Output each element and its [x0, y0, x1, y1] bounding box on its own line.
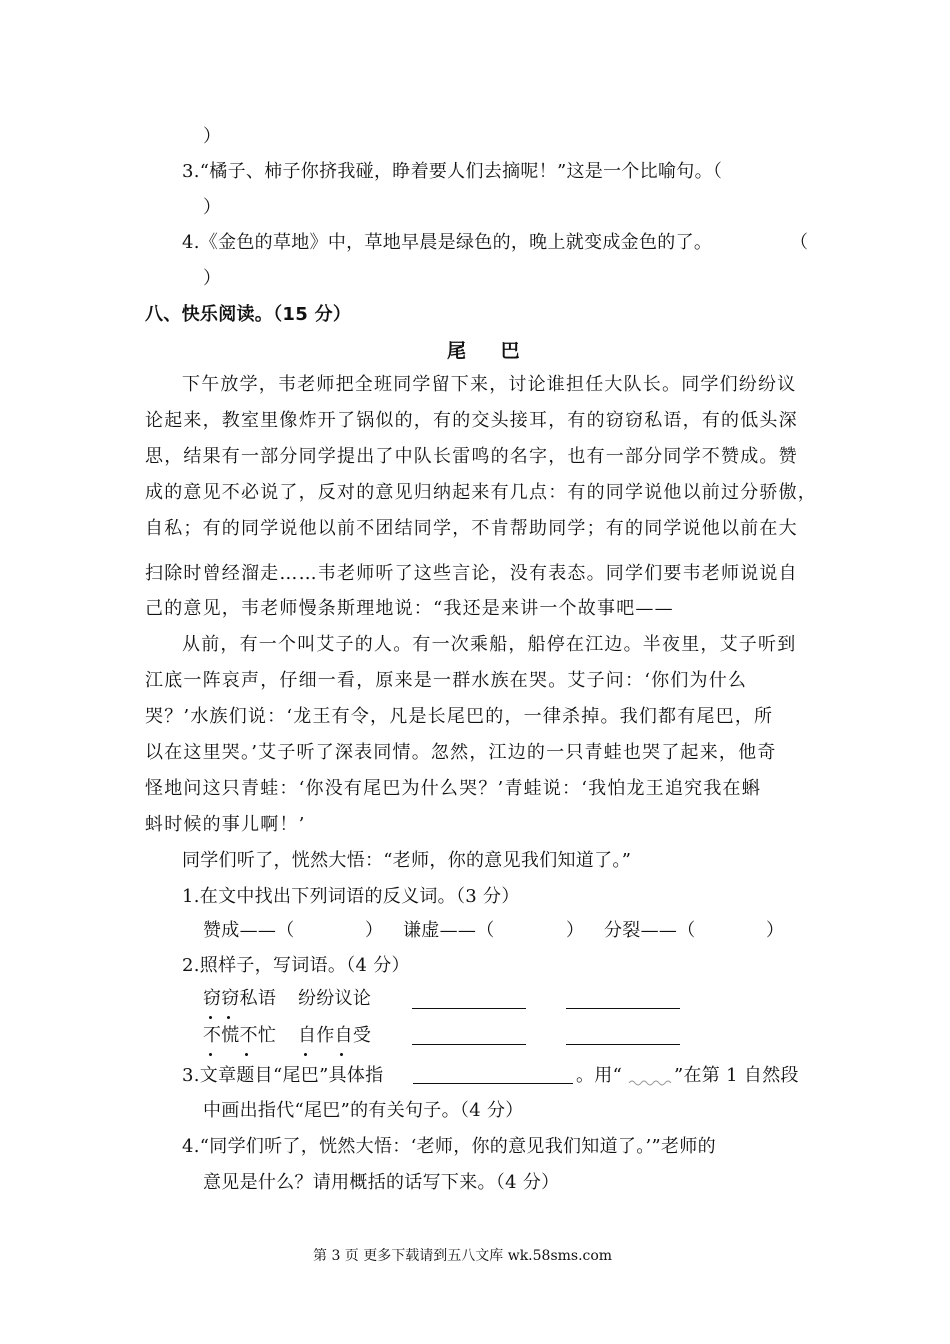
q2-example-zizuozishou: 自作自受 [298, 1025, 372, 1046]
emphasis-dot [227, 1016, 230, 1019]
q1-paren-close: ） [766, 920, 785, 941]
emphasis-dot [304, 1053, 307, 1056]
q3-prompt-line2: 中画出指代“尾巴”的有关句子。（4 分） [203, 1100, 524, 1121]
passage-line: 思，结果有一部分同学提出了中队长雷鸣的名字，也有一部分同学不赞成。赞 [145, 446, 798, 467]
passage-line: 哭？’水族们说：‘龙王有令，凡是长尾巴的，一律杀掉。我们都有尾巴，所 [145, 706, 774, 727]
q2-example-fenfenyilun: 纷纷议论 [298, 988, 372, 1009]
passage-line: 江底一阵哀声，仔细一看，原来是一群水族在哭。艾子问：‘你们为什么 [145, 670, 748, 691]
q4-prev-paren-close: ） [203, 268, 222, 289]
q1-paren-close: ） [566, 920, 585, 941]
q3-prompt-c: ”在第 1 自然段 [674, 1065, 799, 1086]
emphasis-dot [340, 1053, 343, 1056]
q4-prev-paren-open: （ [790, 232, 809, 253]
q3-prompt-a: 3.文章题目“尾巴”具体指 [182, 1065, 384, 1086]
q1-item-qianxu: 谦虚——（ [403, 920, 495, 941]
q2-example-buhuangbumang: 不慌不忙 [203, 1025, 277, 1046]
passage-line: 己的意见，韦老师慢条斯理地说：“我还是来讲一个故事吧—— [145, 598, 674, 619]
q2-prev-paren-close: ） [203, 126, 222, 147]
passage-line: 以在这里哭。’艾子听了深表同情。忽然，江边的一只青蛙也哭了起来，他奇 [145, 742, 777, 763]
q4-prompt-line2: 意见是什么？请用概括的话写下来。（4 分） [203, 1172, 560, 1193]
emphasis-dot [209, 1053, 212, 1056]
wavy-underline-icon [628, 1078, 672, 1088]
passage-line: 同学们听了，恍然大悟：“老师，你的意见我们知道了。” [182, 850, 632, 871]
passage-line: 蚪时候的事儿啊！’ [145, 814, 306, 835]
passage-line: 怪地问这只青蛙：‘你没有尾巴为什么哭？’青蛙说：‘我怕龙王追究我在蝌 [145, 778, 761, 799]
section-heading: 八、快乐阅读。（15 分） [145, 304, 352, 325]
page-footer: 第 3 页 更多下载请到五八文库 wk.58sms.com [313, 1248, 613, 1264]
q3-prev-paren-close: ） [203, 197, 222, 218]
passage-line: 从前，有一个叫艾子的人。有一次乘船，船停在江边。半夜里，艾子听到 [182, 634, 797, 655]
q3-prev-statement: 3.“橘子、柿子你挤我碰，睁着要人们去摘呢！”这是一个比喻句。（ [182, 161, 723, 182]
q1-item-zancheng: 赞成——（ [203, 920, 295, 941]
q2-answer-blank[interactable] [566, 1008, 680, 1009]
passage-line: 下午放学，韦老师把全班同学留下来，讨论谁担任大队长。同学们纷纷议 [182, 374, 797, 395]
q4-prev-statement: 4.《金色的草地》中，草地早晨是绿色的，晚上就变成金色的了。 [182, 232, 713, 253]
passage-line: 论起来，教室里像炸开了锅似的，有的交头接耳，有的窃窃私语，有的低头深 [145, 410, 798, 431]
passage-line: 成的意见不必说了，反对的意见归纳起来有几点：有的同学说他以前过分骄傲， [145, 482, 817, 503]
passage-line: 扫除时曾经溜走……韦老师听了这些言论，没有表态。同学们要韦老师说说自 [145, 563, 798, 584]
q2-prompt: 2.照样子，写词语。（4 分） [182, 955, 410, 976]
q2-answer-blank[interactable] [412, 1044, 526, 1045]
q4-prompt-line1: 4.“同学们听了，恍然大悟：‘老师，你的意见我们知道了。’”老师的 [182, 1136, 716, 1157]
q2-answer-blank[interactable] [566, 1044, 680, 1045]
passage-line: 自私；有的同学说他以前不团结同学，不肯帮助同学；有的同学说他以前在大 [145, 518, 798, 539]
passage-title: 尾 巴 [447, 340, 534, 362]
q1-prompt: 1.在文中找出下列词语的反义词。（3 分） [182, 886, 520, 907]
q3-prompt-b: 。用“ [576, 1065, 623, 1086]
emphasis-dot [209, 1016, 212, 1019]
q3-answer-blank[interactable] [413, 1083, 573, 1084]
q1-paren-close: ） [365, 920, 384, 941]
emphasis-dot [245, 1053, 248, 1056]
q2-answer-blank[interactable] [412, 1008, 526, 1009]
q1-item-fenlie: 分裂——（ [604, 920, 696, 941]
q2-example-qieqiesiyu: 窃窃私语 [203, 988, 277, 1009]
